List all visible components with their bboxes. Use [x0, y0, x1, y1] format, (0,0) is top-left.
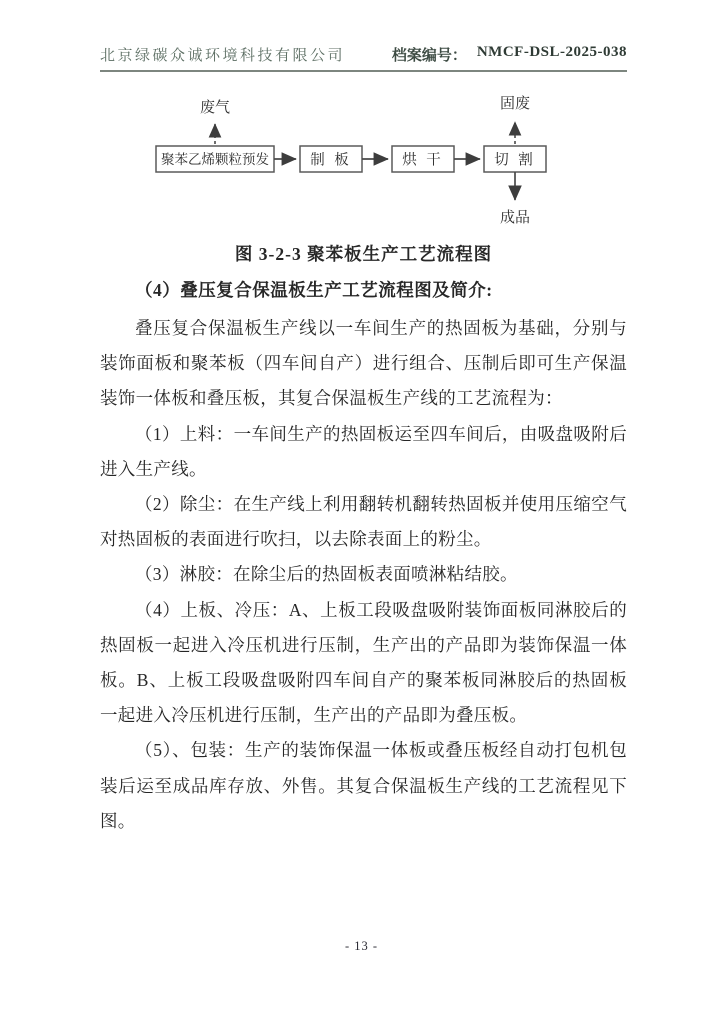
archive-number-field: [392, 44, 627, 65]
company-name: 北京绿碳众诚环境科技有限公司: [100, 48, 346, 64]
paragraph-step3: （3）淋胶：在除尘后的热固板表面喷淋粘结胶。: [135, 564, 518, 585]
paragraph-intro: 叠压复合保温板生产线以一车间生产的热固板为基础，分别与装饰面板和聚苯板（四车间自产）进行组合、压制后即可生产保温装饰一体板和叠压板，其复合保温板生产线的工艺流程为：: [100, 318, 627, 409]
process-box-board-making-label: 制 板: [310, 152, 352, 169]
archive-number: NMCF-DSL-2025-038: [476, 44, 627, 60]
page-header: [100, 44, 627, 72]
body-text: [100, 311, 627, 839]
section-heading: （4）叠压复合保温板生产工艺流程图及简介:: [135, 280, 493, 300]
product-label: 成品: [499, 210, 531, 226]
paragraph-step4: （4）上板、冷压：A、上板工段吸盘吸附装饰面板同淋胶后的热固板一起进入冷压机进行压制，生产出的产品即为装饰保温一体板。B、上板工段吸盘吸附四车间自产的聚苯板同淋胶后的热固板一起进入冷压机进行压制，生产出的产品即为叠压板。: [100, 599, 627, 726]
solid-waste-label: 固废: [499, 96, 531, 112]
paragraph-step5: （5）、包装：生产的装饰保温一体板或叠压板经自动打包机包装后运至成品库存放、外售。其复合保温板生产线的工艺流程见下图。: [100, 740, 627, 831]
page-number: - 13 -: [344, 939, 379, 953]
process-box-drying-label: 烘 干: [402, 152, 444, 169]
archive-label: 档案编号：: [391, 48, 467, 64]
waste-gas-label: 废气: [199, 100, 231, 116]
paragraph-step2: （2）除尘：在生产线上利用翻转机翻转热固板并使用压缩空气对热固板的表面进行吹扫，以去除表面上的粉尘。: [100, 494, 627, 550]
process-box-cutting-label: 切 割: [494, 152, 536, 169]
paragraph-step1: （1）上料：一车间生产的热固板运至四车间后，由吸盘吸附后进入生产线。: [100, 423, 627, 479]
process-box-prefoam-label: 聚苯乙烯颗粒预发: [161, 152, 269, 167]
figure-caption: 图 3-2-3 聚苯板生产工艺流程图: [234, 244, 493, 264]
process-flowchart: [140, 94, 600, 242]
flowchart-svg: [140, 94, 600, 242]
